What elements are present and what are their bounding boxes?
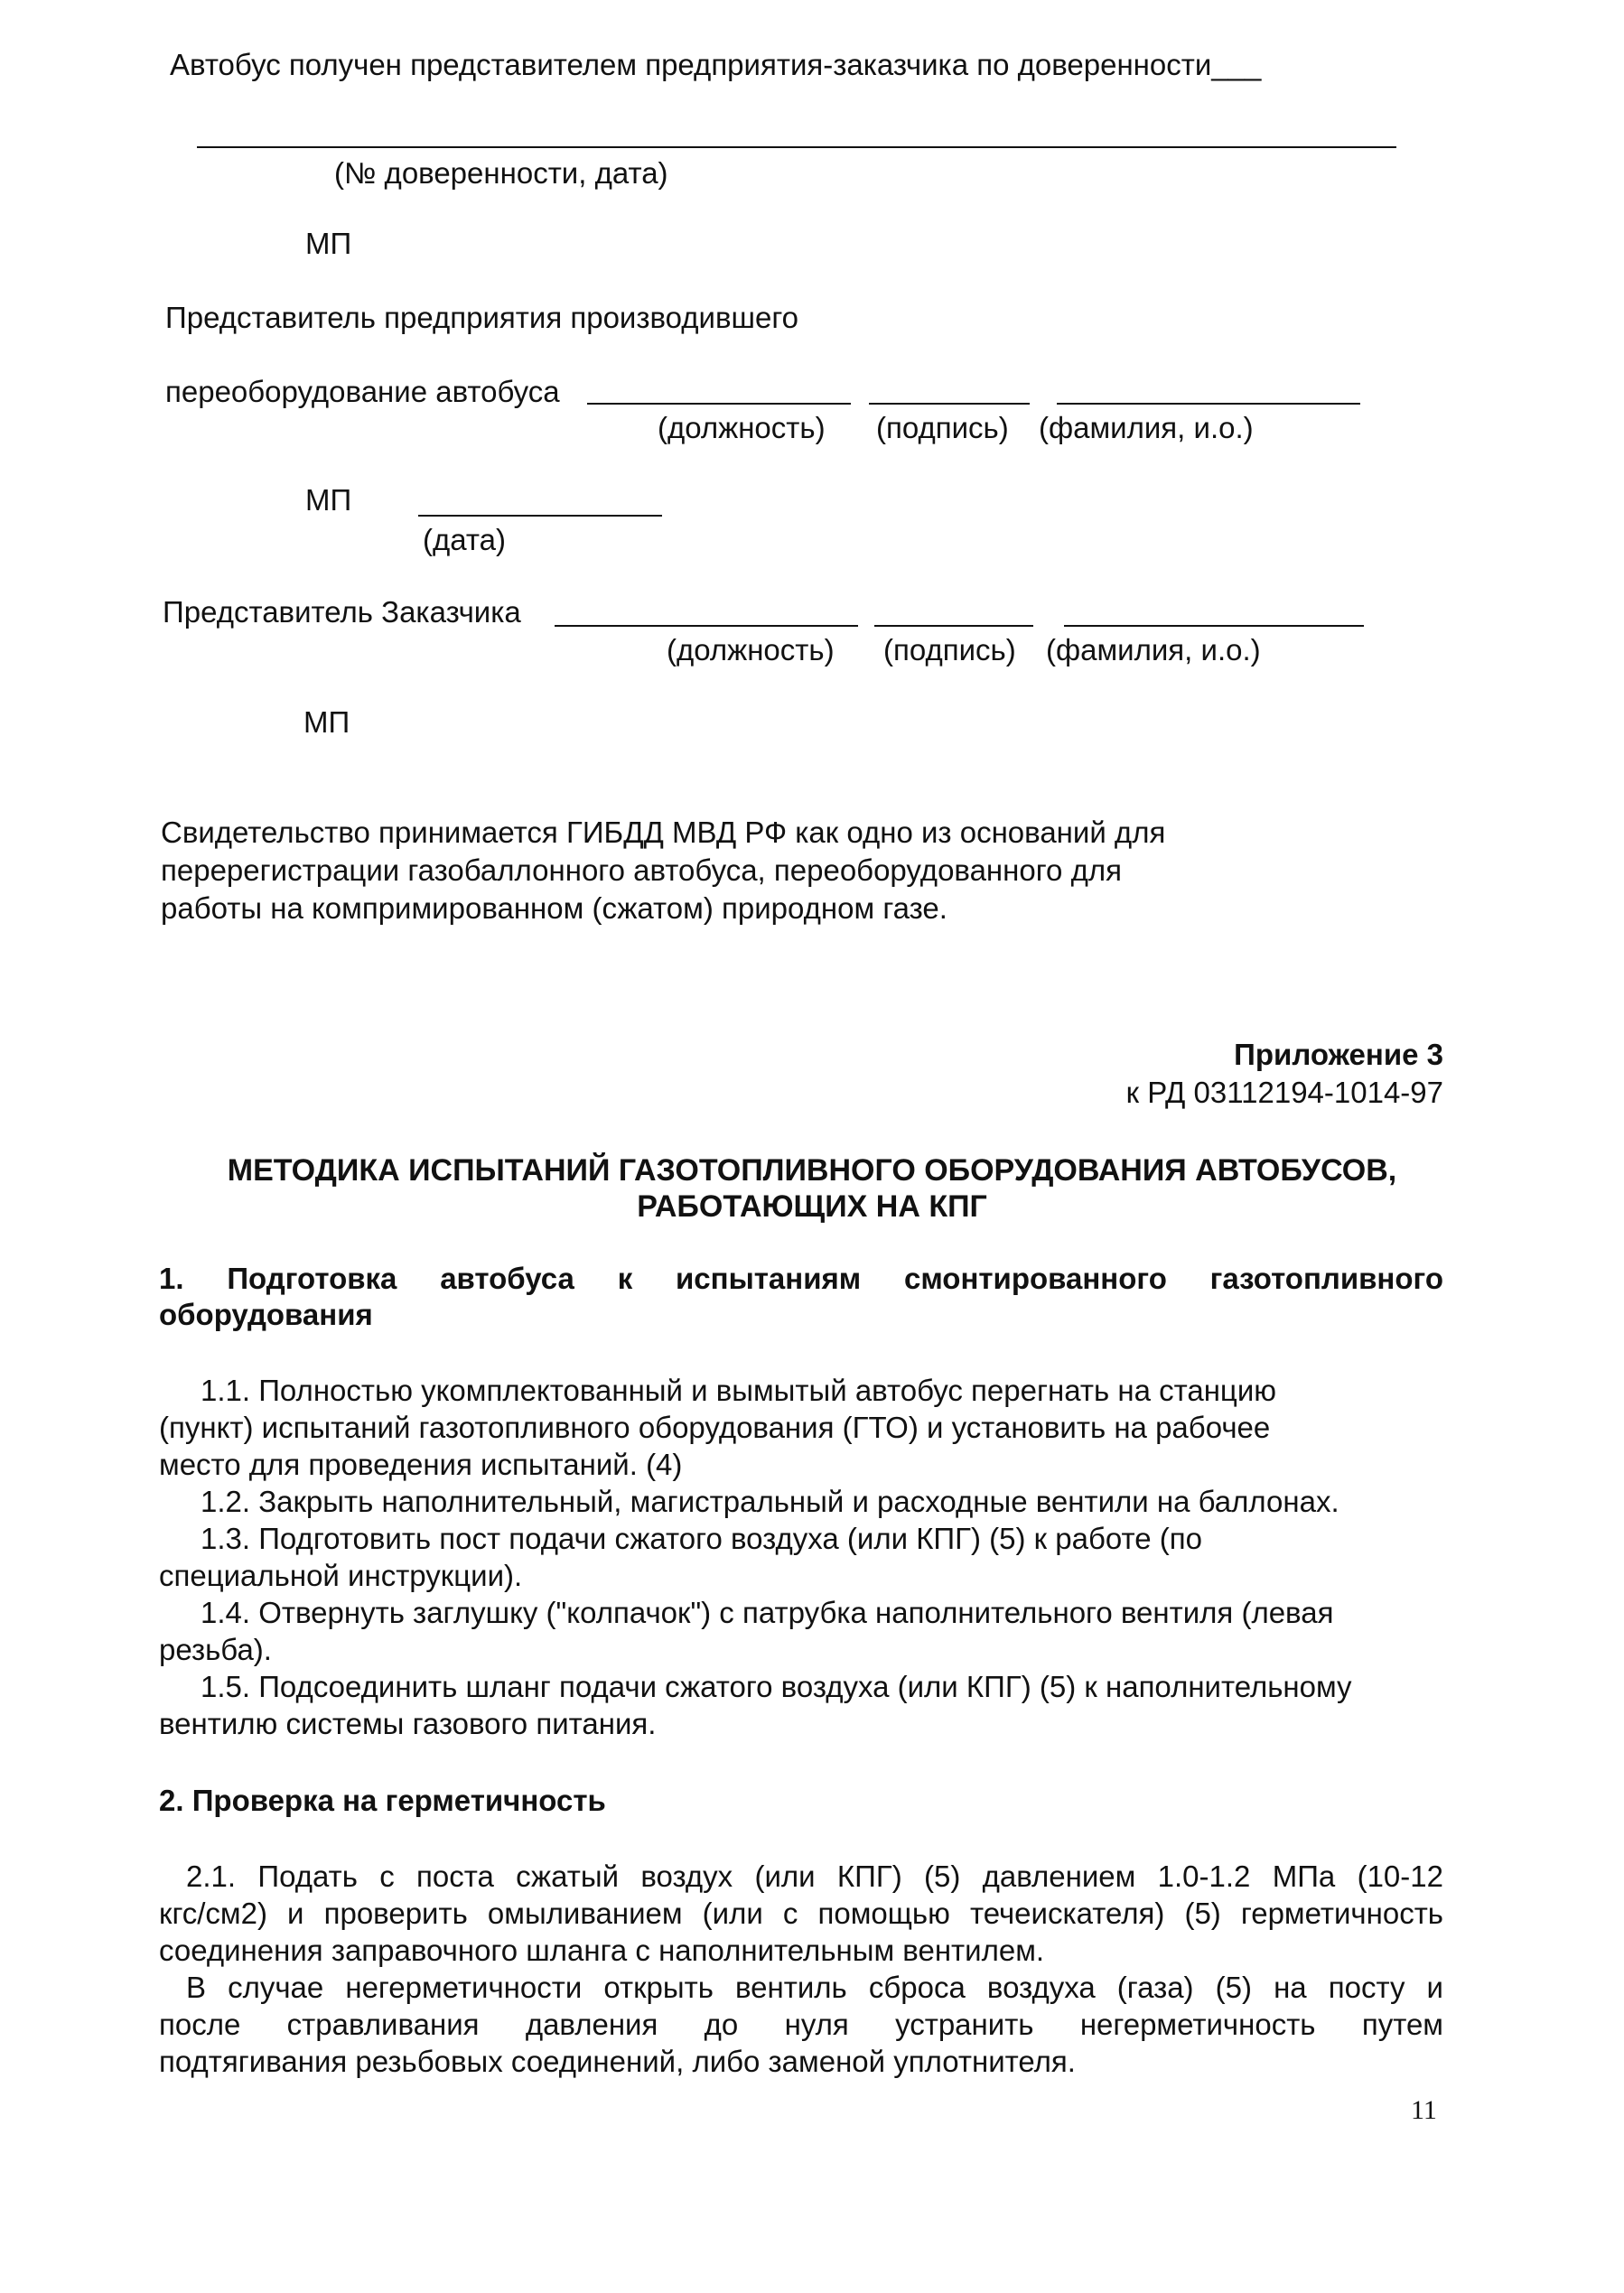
signature-underline xyxy=(874,625,1033,627)
position-caption: (должность) xyxy=(658,411,826,444)
certificate-note-line: работы на компримированном (сжатом) природном газе. xyxy=(161,891,947,925)
section1-line: 1.1. Полностью укомплектованный и вымытый автобус перегнать на станцию xyxy=(201,1374,1276,1407)
position-underline xyxy=(587,403,851,405)
stamp-mark: МП xyxy=(303,705,350,739)
converter-rep-line1: Представитель предприятия производившего xyxy=(165,301,798,334)
received-by-poa-line: Автобус получен представителем предприятия-заказчика по доверенности___ xyxy=(170,48,1262,81)
page-number: 11 xyxy=(1411,2095,1437,2125)
name-caption: (фамилия, и.о.) xyxy=(1046,633,1261,666)
certificate-note-line: перерегистрации газобаллонного автобуса, переоборудованного для xyxy=(161,853,1122,887)
section2-heading: 2. Проверка на герметичность xyxy=(159,1784,606,1817)
document-title-line: РАБОТАЮЩИХ НА КПГ xyxy=(637,1189,987,1224)
section1-line: вентилю системы газового питания. xyxy=(159,1707,657,1740)
converter-rep-line2: переоборудование автобуса xyxy=(165,375,560,408)
document-title-line: МЕТОДИКА ИСПЫТАНИЙ ГАЗОТОПЛИВНОГО ОБОРУДОВАНИЯ АВТОБУСОВ, xyxy=(227,1153,1397,1188)
position-underline xyxy=(555,625,858,627)
signature-underline xyxy=(869,403,1030,405)
section2-line: подтягивания резьбовых соединений, либо заменой уплотнителя. xyxy=(159,2045,1076,2078)
customer-rep-label: Представитель Заказчика xyxy=(163,595,521,629)
section1-line: место для проведения испытаний. (4) xyxy=(159,1448,683,1481)
appendix-label: Приложение 3 xyxy=(1234,1038,1443,1071)
section1-heading-cont: оборудования xyxy=(159,1298,373,1331)
signature-caption: (подпись) xyxy=(883,633,1016,666)
date-underline xyxy=(418,515,662,517)
section2-line: 2.1. Подать с поста сжатый воздух (или КПГ) (5) давлением 1.0-1.2 МПа (10-12 xyxy=(186,1860,1443,1893)
position-caption: (должность) xyxy=(667,633,835,666)
section2-line: после стравливания давления до нуля устранить негерметичность путем xyxy=(159,2008,1443,2041)
section1-heading: 1. Подготовка автобуса к испытаниям смонтированного газотопливного xyxy=(159,1262,1443,1295)
section1-line: 1.5. Подсоединить шланг подачи сжатого воздуха (или КПГ) (5) к наполнительному xyxy=(201,1670,1352,1703)
name-underline xyxy=(1057,403,1360,405)
poa-caption: (№ доверенности, дата) xyxy=(334,156,668,190)
date-caption: (дата) xyxy=(423,523,506,556)
stamp-mark: МП xyxy=(305,483,352,517)
section2-line: соединения заправочного шланга с наполнительным вентилем. xyxy=(159,1934,1045,1967)
section1-line: 1.3. Подготовить пост подачи сжатого воздуха (или КПГ) (5) к работе (по xyxy=(201,1522,1202,1555)
name-underline xyxy=(1064,625,1364,627)
certificate-note-line: Свидетельство принимается ГИБДД МВД РФ как одно из оснований для xyxy=(161,816,1166,849)
section1-line: 1.4. Отвернуть заглушку ("колпачок") с патрубка наполнительного вентиля (левая xyxy=(201,1596,1334,1629)
section1-line: (пункт) испытаний газотопливного оборудования (ГТО) и установить на рабочее xyxy=(159,1411,1271,1444)
section1-line: резьба). xyxy=(159,1633,272,1666)
section1-line: специальной инструкции). xyxy=(159,1559,523,1592)
appendix-reference: к РД 03112194-1014-97 xyxy=(1125,1076,1443,1109)
section2-line: кгс/см2) и проверить омыливанием (или с помощью течеискателя) (5) герметичность xyxy=(159,1897,1443,1930)
section1-line: 1.2. Закрыть наполнительный, магистральный и расходные вентили на баллонах. xyxy=(201,1485,1339,1518)
name-caption: (фамилия, и.о.) xyxy=(1039,411,1254,444)
signature-caption: (подпись) xyxy=(876,411,1009,444)
stamp-mark: МП xyxy=(305,227,352,260)
poa-underline xyxy=(197,146,1396,148)
section2-line: В случае негерметичности открыть вентиль сброса воздуха (газа) (5) на посту и xyxy=(186,1971,1443,2004)
